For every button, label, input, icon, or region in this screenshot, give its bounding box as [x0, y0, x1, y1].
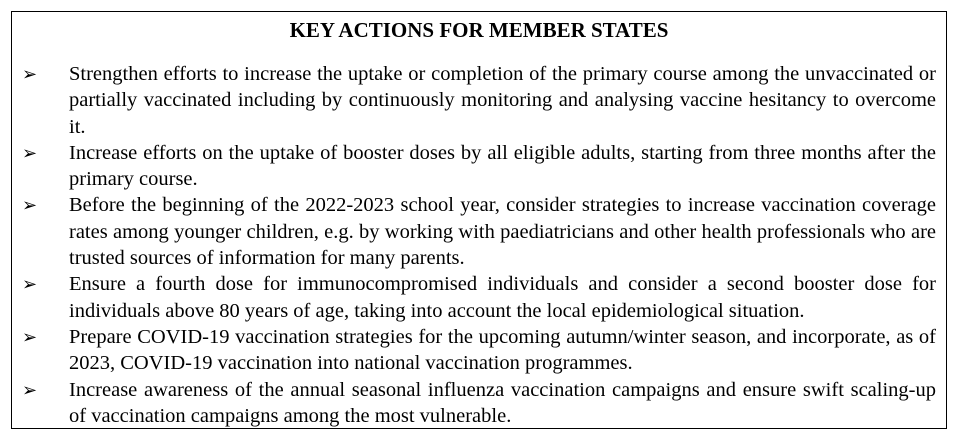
list-item	[12, 192, 946, 271]
key-actions-list	[12, 61, 946, 429]
list-item	[12, 140, 946, 193]
arrowhead-bullet-icon: ➢	[22, 274, 38, 295]
arrowhead-bullet-icon: ➢	[22, 379, 38, 400]
arrowhead-bullet-icon: ➢	[22, 142, 38, 163]
list-item	[12, 324, 946, 377]
arrowhead-bullet-icon: ➢	[22, 64, 38, 84]
key-actions-box	[11, 11, 947, 429]
list-item-text: Prepare COVID-19 vaccination strategies for the upcoming autumn/winter season, and incorporate, as of 2023, COVID-19 vaccination into national vaccination programmes.	[69, 325, 936, 375]
list-item	[12, 271, 946, 324]
arrowhead-bullet-icon: ➢	[22, 326, 38, 347]
list-item	[12, 61, 946, 140]
list-item-text: Before the beginning of the 2022-2023 school year, consider strategies to increase vaccination coverage rates among younger children, e.g. by working with paediatricians and other health professionals who are trusted sources of information for many parents.	[69, 194, 936, 270]
list-item-text: Ensure a fourth dose for immunocompromised individuals and consider a second booster dose for individuals above 80 years of age, taking into account the local epidemiological situation.	[69, 273, 936, 322]
list-item-text: Increase awareness of the annual seasonal influenza vaccination campaigns and ensure swift scaling-up of vaccination campaigns among the most vulnerable.	[69, 378, 936, 427]
list-item-text: Increase efforts on the uptake of booster doses by all eligible adults, starting from three months after the primary course.	[69, 141, 936, 191]
box-title: KEY ACTIONS FOR MEMBER STATES	[289, 18, 669, 42]
list-item-text: Strengthen efforts to increase the uptake or completion of the primary course among the unvaccinated or partially vaccinated including by continuously monitoring and analysing vaccine hesitancy to overcome it.	[69, 63, 936, 138]
list-item	[12, 377, 946, 430]
arrowhead-bullet-icon: ➢	[22, 195, 38, 216]
